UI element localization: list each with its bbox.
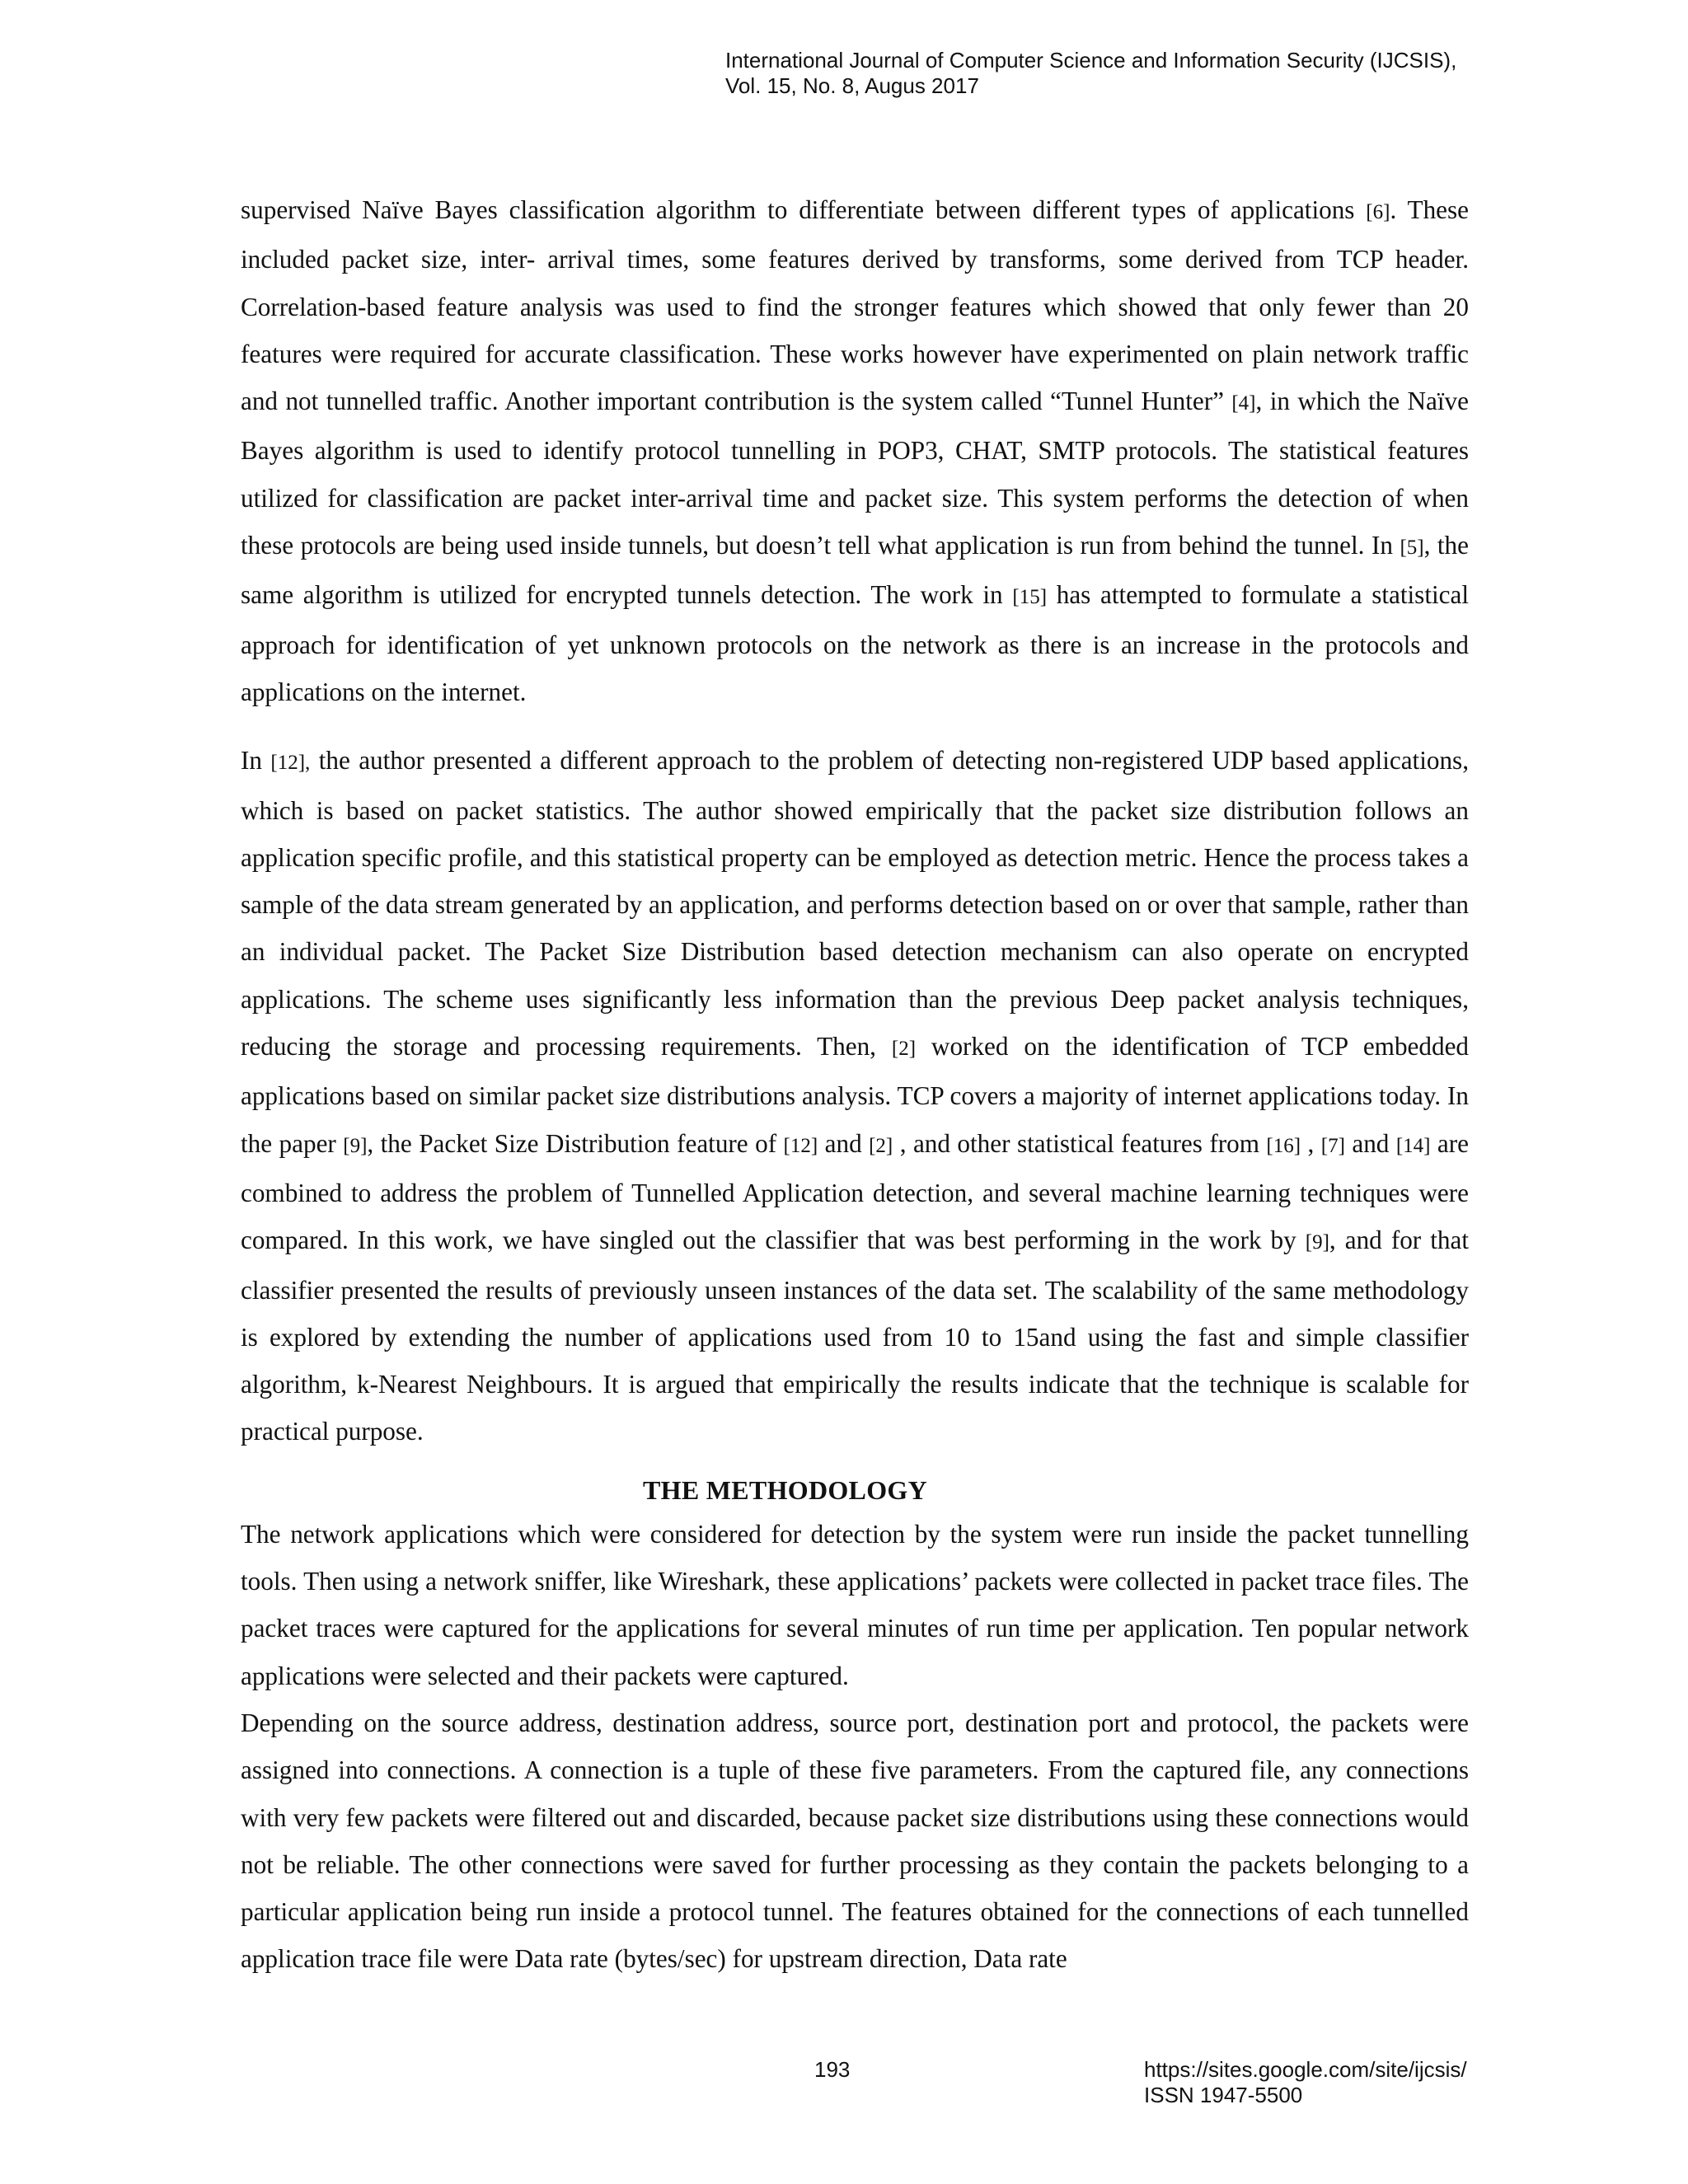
text-run: , the Packet Size Distribution feature of bbox=[367, 1128, 784, 1158]
citation-2: [2] bbox=[891, 1038, 917, 1061]
text-run: and bbox=[818, 1128, 870, 1158]
text-run: the author presented a different approach to the problem of detecting non-registered UDP based applications, which is based on packet statistics. The author showed empirically that the packet size distribution follows an application specific profile, and this statistical property can be employed as detection metric. Hence the process takes a sample of the data stream generated by an application, and performs detection based on or over that sample, rather than an individual packet. The Packet Size Distribution based detection mechanism can also operate on encrypted applications. The scheme uses significantly less information than the previous Deep packet analysis techniques, reducing the storage and processing requirements. Then, bbox=[241, 746, 1469, 1062]
text-run: In bbox=[241, 746, 271, 776]
citation-12: [12] bbox=[783, 1134, 818, 1157]
citation-2: [2] bbox=[869, 1134, 893, 1157]
journal-header bbox=[725, 48, 1632, 99]
citation-16: [16] bbox=[1266, 1134, 1301, 1157]
text-run: supervised Naïve Bayes classification algorithm to differentiate between different types of applications bbox=[241, 195, 1367, 224]
paragraph-methodology-2: Depending on the source address, destination address, source port, destination port and protocol, the packets were assigned into connections. A connection is a tuple of these five parameters. From the captured file, any connections with very few packets were filtered out and discarded, because packet size distributions using these connections would not be reliable. The other connections were saved for further processing as they contain the packets belonging to a particular application being run inside a protocol tunnel. The features obtained for the connections of each tunnelled application trace file were Data rate (bytes/sec) for upstream direction, Data rate bbox=[241, 1708, 1469, 1974]
citation-4: [4] bbox=[1231, 392, 1256, 415]
citation-5: [5] bbox=[1400, 537, 1424, 560]
text-run: has attempted to formulate a statistical approach for identification of yet unknown protocols on the network as there is an increase in the protocols and applications on the internet. bbox=[241, 580, 1470, 706]
text-run: . These included packet size, inter- arrival times, some features derived by transforms, some derived from TCP header. Correlation-based feature analysis was used to find the stronger features which showed that only fewer than 20 features were required for accurate classification. These works however have experimented on plain network traffic and not tunnelled traffic. Another important contribution is the system called “Tunnel Hunter” bbox=[241, 195, 1469, 416]
text-run: , in which the Naïve Bayes algorithm is used to identify protocol tunnelling in POP3, CHAT, SMTP protocols. The statistical features utilized for classification are packet inter-arrival time and packet size. This system performs the detection of when these protocols are being used inside tunnels, but doesn’t tell what application is run from behind the tunnel. In bbox=[241, 387, 1469, 560]
citation-15: [15] bbox=[1012, 586, 1048, 609]
journal-url: https://sites.google.com/site/ijcsis/ bbox=[1144, 2057, 1467, 2082]
citation-14: [14] bbox=[1395, 1134, 1431, 1157]
citation-12: [12], bbox=[270, 752, 311, 775]
text-run: , the same algorithm is utilized for encrypted tunnels detection. The work in bbox=[241, 531, 1469, 610]
page-number: 193 bbox=[814, 2057, 851, 2082]
journal-issn: ISSN 1947-5500 bbox=[1144, 2083, 1303, 2107]
journal-title-line: International Journal of Computer Science and Information Security (IJCSIS), bbox=[725, 48, 1457, 73]
citation-7: [7] bbox=[1320, 1134, 1345, 1157]
journal-volume-line: Vol. 15, No. 8, Augus 2017 bbox=[725, 73, 979, 98]
citation-6: [6] bbox=[1366, 201, 1390, 223]
text-run: worked on the identification of TCP embedded applications based on similar packet size distributions analysis. TCP covers a majority of internet applications today. In the paper bbox=[241, 1032, 1470, 1158]
text-run: are combined to address the problem of Tunnelled Application detection, and several machine learning techniques were compared. In this work, we have singled out the classifier that was best performing in the work by bbox=[241, 1128, 1469, 1255]
paragraph-related-work-1 bbox=[241, 186, 1469, 715]
citation-9: [9] bbox=[343, 1134, 368, 1157]
text-run: and bbox=[1344, 1128, 1396, 1158]
text-run: , bbox=[1301, 1128, 1321, 1158]
text-run: , and for that classifier presented the results of previously unseen instances of the data set. The scalability of the same methodology is explored by extending the number of applications used from 10 to 15and using the fast and simple classifier algorithm, k-Nearest Neighbours. It is argued that empirically the results indicate that the technique is scalable for practical purpose. bbox=[241, 1226, 1469, 1446]
paragraph-related-work-2 bbox=[241, 737, 1469, 1455]
paragraph-methodology-1: The network applications which were considered for detection by the system were run inside the packet tunnelling tools. Then using a network sniffer, like Wireshark, these applications’ packets were collected in packet trace files. The packet traces were captured for the applications for several minutes of run time per application. Ten popular network applications were selected and their packets were captured. bbox=[241, 1519, 1469, 1690]
text-run: , and other statistical features from bbox=[893, 1128, 1267, 1158]
footer-site-info bbox=[1144, 2057, 1467, 2108]
section-heading-methodology: THE METHODOLOGY bbox=[643, 1474, 927, 1505]
citation-9: [9] bbox=[1305, 1231, 1329, 1254]
paper-body bbox=[241, 186, 1469, 1983]
